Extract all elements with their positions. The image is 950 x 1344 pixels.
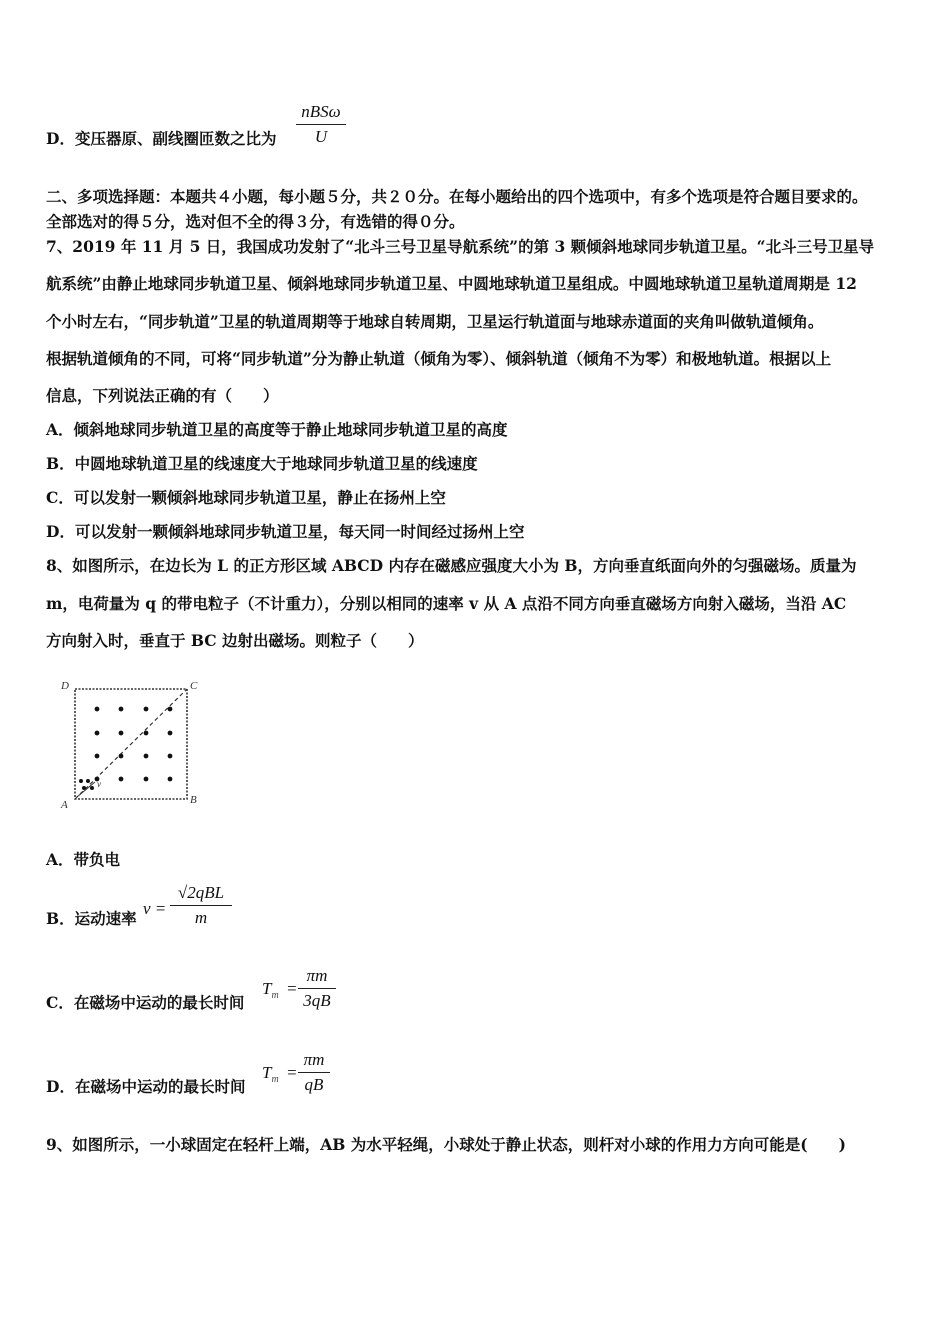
q8-stem-line-1: 8、如图所示，在边长为 L 的正方形区域 ABCD 内存在磁感应强度大小为 B，方向垂直纸面向外的匀强磁场。质量为	[46, 556, 857, 575]
label-d: D	[61, 680, 69, 692]
fraction-denominator: 3qB	[303, 991, 331, 1010]
q8-option-d-equals: =	[286, 1063, 298, 1082]
fraction-denominator: qB	[304, 1075, 324, 1094]
fraction-bar	[298, 1072, 330, 1073]
q6-option-d: D．变压器原、副线圈匝数之比为	[46, 129, 277, 148]
section-2-heading-line-2: 全部选对的得５分，选对但不全的得３分，有选错的得０分。	[46, 212, 465, 231]
section-2-heading-line-1: 二、多项选择题：本题共４小题，每小题５分，共２０分。在每小题给出的四个选项中，有多个选项是符合题目要求的。	[46, 187, 868, 206]
q8-option-d: D．在磁场中运动的最长时间	[46, 1077, 246, 1096]
q7-stem-line-1: 7、2019 年 11 月 5 日，我国成功发射了“北斗三号卫星导航系统”的第 3 颗倾斜地球同步轨道卫星。“北斗三号卫星导	[46, 237, 875, 256]
q8-option-c-fraction	[298, 966, 336, 1011]
q8-option-c-equals: =	[286, 979, 298, 998]
q9-stem: 9、如图所示，一小球固定在轻杆上端，AB 为水平轻绳，小球处于静止状态，则杆对小球的作用力方向可能是( )	[46, 1135, 846, 1154]
q7-option-a: A．倾斜地球同步轨道卫星的高度等于静止地球同步轨道卫星的高度	[46, 420, 508, 439]
fraction-denominator: U	[314, 127, 328, 146]
q7-option-c: C．可以发射一颗倾斜地球同步轨道卫星，静止在扬州上空	[46, 488, 446, 507]
q8-option-d-lhs	[262, 1063, 279, 1085]
label-b: B	[190, 794, 197, 806]
label-a: A	[61, 799, 68, 810]
q8-option-b: B．运动速率	[46, 909, 137, 928]
fraction-bar	[170, 905, 232, 906]
q6-option-d-fraction	[296, 102, 346, 147]
q7-option-d: D．可以发射一颗倾斜地球同步轨道卫星，每天同一时间经过扬州上空	[46, 522, 525, 541]
label-v: v	[97, 779, 101, 789]
q8-option-b-lhs: v =	[143, 899, 167, 918]
period-subscript: m	[271, 990, 279, 1001]
field-dots	[79, 707, 172, 790]
q7-stem-line-5: 信息，下列说法正确的有（ ）	[46, 386, 279, 405]
q8-stem-line-3: 方向射入时，垂直于 BC 边射出磁场。则粒子（ ）	[46, 631, 424, 650]
q7-option-b: B．中圆地球轨道卫星的线速度大于地球同步轨道卫星的线速度	[46, 454, 478, 473]
q8-option-d-fraction	[298, 1050, 330, 1095]
q8-option-c: C．在磁场中运动的最长时间	[46, 993, 245, 1012]
q8-option-b-fraction	[170, 883, 232, 928]
fraction-bar	[298, 988, 336, 989]
period-symbol: T	[262, 979, 272, 998]
fraction-denominator: m	[194, 908, 208, 927]
q7-stem-line-4: 根据轨道倾角的不同，可将“同步轨道”分为静止轨道（倾角为零）、倾斜轨道（倾角不为零）和极地轨道。根据以上	[46, 349, 832, 368]
q8-stem-line-2: m，电荷量为 q 的带电粒子（不计重力），分别以相同的速率 v 从 A 点沿不同方向垂直磁场方向射入磁场，当沿 AC	[46, 594, 847, 613]
period-symbol: T	[262, 1063, 272, 1082]
q7-stem-line-3: 个小时左右，“同步轨道”卫星的轨道周期等于地球自转周期，卫星运行轨道面与地球赤道面的夹角叫做轨道倾角。	[46, 312, 824, 331]
q7-stem-line-2: 航系统”由静止地球同步轨道卫星、倾斜地球同步轨道卫星、中圆地球轨道卫星组成。中圆地球轨道卫星轨道周期是 12	[46, 274, 857, 293]
q8-option-c-lhs	[262, 979, 279, 1001]
fraction-numerator: πm	[306, 966, 328, 985]
diagonal-ac	[75, 689, 187, 799]
fraction-numerator: πm	[303, 1050, 325, 1069]
q8-option-a: A．带负电	[46, 850, 121, 869]
fraction-bar	[296, 124, 346, 125]
fraction-numerator: √2qBL	[177, 883, 225, 902]
label-c: C	[190, 680, 198, 692]
period-subscript: m	[271, 1074, 279, 1085]
q8-magnetic-field-figure	[55, 675, 205, 810]
fraction-numerator: nBSω	[301, 102, 341, 121]
